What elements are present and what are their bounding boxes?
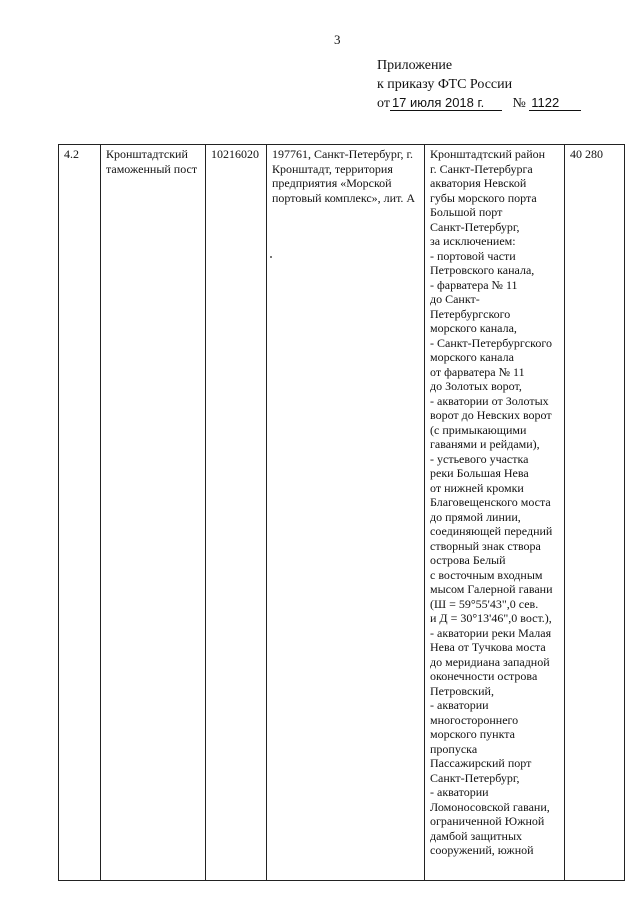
zone-line: мысом Галерной гавани: [430, 582, 553, 596]
appendix-title: Приложение: [377, 58, 453, 73]
zone-line: до Золотых ворот,: [430, 379, 522, 393]
zone-line: гаванями и рейдами),: [430, 437, 540, 451]
zone-line: Санкт-Петербург,: [430, 770, 520, 785]
zone-line: до Санкт-: [430, 292, 480, 306]
zone-line: за исключением:: [430, 234, 516, 248]
appendix-header: [377, 56, 581, 113]
zone-line: Благовещенского моста: [430, 495, 551, 509]
zone-line: ворот до Невских ворот: [430, 408, 552, 422]
zone-line: - Санкт-Петербургского: [430, 335, 552, 350]
zone-line: Нева от Тучкова моста: [430, 640, 546, 654]
zone-line: от фарватера № 11: [430, 364, 525, 379]
zone-line: - акватории реки Малая: [430, 625, 552, 640]
zone-line: сооружений, южной: [430, 843, 534, 857]
appendix-order: к приказу ФТС России: [377, 77, 513, 92]
zone-line: до меридиана западной: [430, 654, 550, 669]
zone-line: морского пункта: [430, 727, 515, 741]
row-index: 4.2: [59, 145, 101, 881]
zone-line: дамбой защитных: [430, 828, 523, 843]
zone-line: - акватории от Золотых: [430, 393, 549, 408]
order-number: 1122: [529, 95, 581, 111]
zone-line: (с примыкающими: [430, 422, 527, 437]
zone-line: от нижней кромки: [430, 480, 524, 495]
appendix-date-line: [377, 94, 581, 113]
zone-line: и Д = 30°13'46",0 вост.),: [430, 611, 552, 625]
customs-posts-table: [58, 144, 625, 881]
order-date: 17 июля 2018 г.: [390, 95, 502, 111]
zone-line: многостороннего: [430, 712, 519, 727]
zone-line: - устьевого участка: [430, 451, 529, 466]
zone-line: створный знак створа: [430, 538, 541, 553]
zone-line: Петровского канала,: [430, 263, 535, 277]
zone-line: (Ш = 59°55'43",0 сев.: [430, 596, 539, 611]
zone-line: - акватории: [430, 785, 489, 799]
zone-line: - фарватера № 11: [430, 277, 518, 292]
number-prefix: №: [512, 96, 526, 111]
zone-line: морского канала: [430, 350, 514, 364]
zone-line: Петербургского: [430, 306, 511, 321]
zone-line: Ломоносовской гавани,: [430, 799, 550, 814]
zone-line: реки Большая Нева: [430, 466, 529, 480]
zone-description: [425, 145, 565, 881]
zone-line: ограниченной Южной: [430, 814, 545, 828]
page-number: 3: [334, 32, 341, 47]
zone-line: Большой порт: [430, 205, 503, 219]
zone-line: акватория Невской: [430, 176, 527, 190]
zone-line: губы морского порта: [430, 190, 537, 205]
zone-area: 40 280: [565, 145, 625, 881]
post-code: 10216020: [206, 145, 267, 881]
zone-line: оконечности острова: [430, 669, 538, 683]
zone-line: до прямой линии,: [430, 509, 521, 524]
zone-line: острова Белый: [430, 553, 506, 567]
post-address: 197761, Санкт-Петербург, г. Кронштадт, территория предприятия «Морской портовый комплекс», лит. А: [267, 145, 425, 881]
zone-line: Кронштадтский район: [430, 147, 546, 161]
scan-speck: [270, 256, 272, 258]
zone-line: Пассажирский порт: [430, 756, 532, 770]
table-row: [59, 145, 625, 881]
post-name: Кронштадтский таможенный пост: [101, 145, 206, 881]
zone-line: - портовой части: [430, 248, 516, 263]
zone-line: с восточным входным: [430, 567, 543, 582]
zone-line: Петровский,: [430, 683, 494, 698]
zone-line: г. Санкт-Петербурга: [430, 161, 533, 176]
zone-line: пропуска: [430, 741, 478, 756]
zone-line: Санкт-Петербург,: [430, 219, 520, 234]
zone-line: морского канала,: [430, 321, 517, 335]
date-prefix: от: [377, 96, 390, 111]
zone-line: соединяющей передний: [430, 524, 553, 538]
zone-line: - акватории: [430, 698, 489, 712]
